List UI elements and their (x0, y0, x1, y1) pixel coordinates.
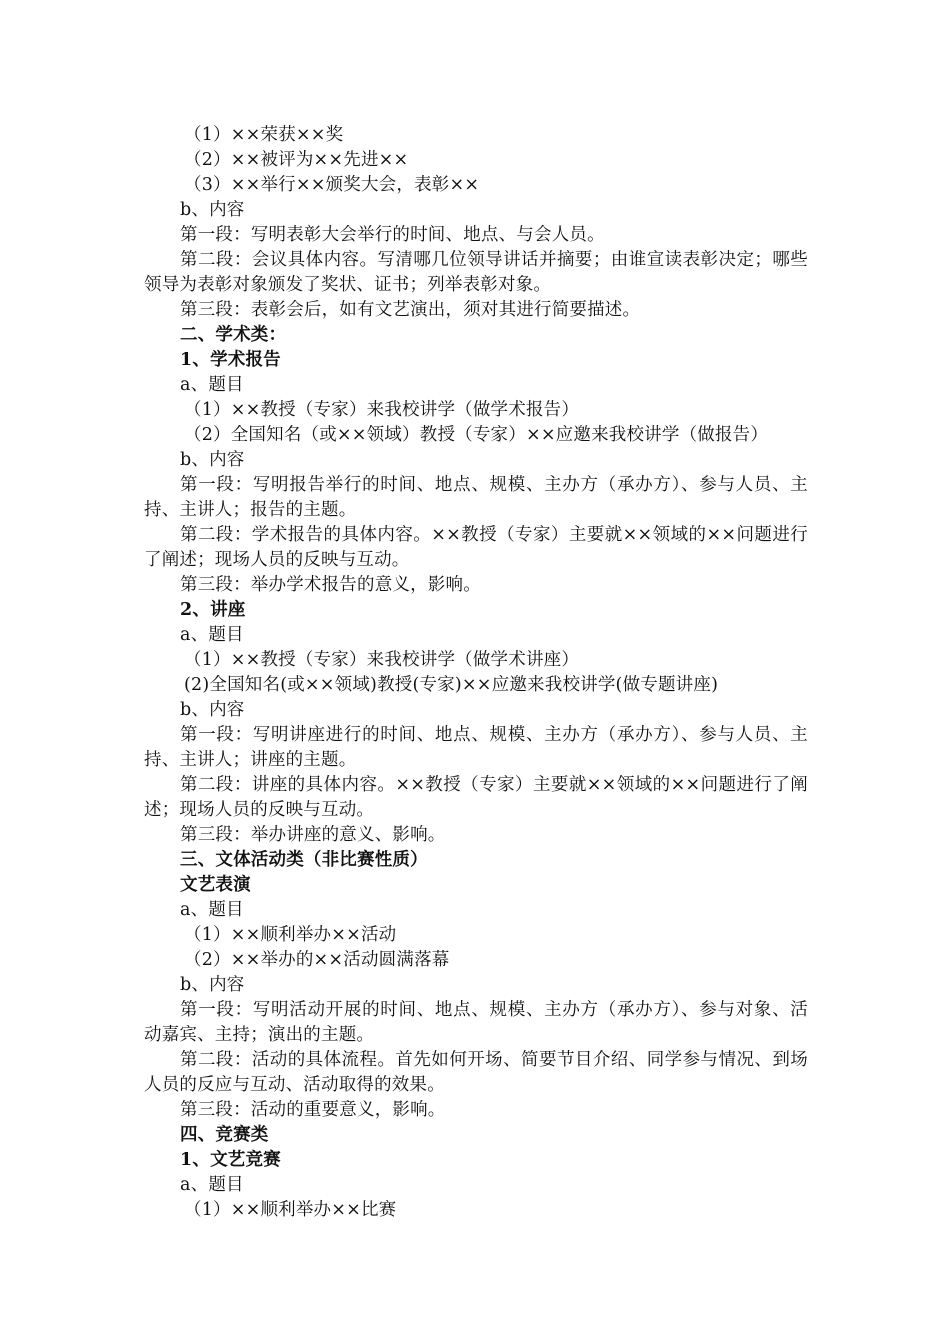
subsection-heading-arts-competition: 1、文艺竞赛 (180, 1150, 281, 1170)
award-paragraph-1: 第一段：写明表彰大会举行的时间、地点、与会人员。 (180, 225, 605, 245)
performance-title-label: a、题目 (180, 900, 244, 920)
award-content-label: b、内容 (180, 200, 245, 220)
performance-title-example-2: （2）××举办的××活动圆满落幕 (184, 950, 450, 970)
lecture-paragraph-1: 第一段：写明讲座进行的时间、地点、规模、主办方（承办方）、参与人员、主持、主讲人；讲座的主题。 (144, 725, 808, 770)
report-title-label: a、题目 (180, 375, 244, 395)
lecture-paragraph-2: 第二段：讲座的具体内容。××教授（专家）主要就××领域的××问题进行了阐述；现场人员的反映与互动。 (144, 775, 808, 820)
document-body (144, 123, 808, 1223)
report-paragraph-1: 第一段：写明报告举行的时间、地点、规模、主办方（承办方）、参与人员、主持、主讲人；报告的主题。 (144, 475, 808, 520)
award-paragraph-3: 第三段：表彰会后，如有文艺演出，须对其进行简要描述。 (180, 300, 641, 320)
lecture-title-example-2: (2)全国知名(或××领域)教授(专家)××应邀来我校讲学(做专题讲座) (184, 675, 719, 695)
section-heading-activities: 三、文体活动类（非比赛性质） (180, 850, 428, 870)
award-title-example-1: （1）××荣获××奖 (184, 125, 344, 145)
performance-content-label: b、内容 (180, 975, 245, 995)
performance-title-example-1: （1）××顺利举办××活动 (184, 925, 397, 945)
subsection-heading-lecture: 2、讲座 (180, 600, 246, 620)
award-title-example-3: （3）××举行××颁奖大会，表彰×× (184, 175, 480, 195)
report-title-example-2: （2）全国知名（或××领域）教授（专家）××应邀来我校讲学（做报告） (184, 425, 769, 445)
report-paragraph-3: 第三段：举办学术报告的意义，影响。 (180, 575, 481, 595)
performance-paragraph-2: 第二段：活动的具体流程。首先如何开场、简要节目介绍、同学参与情况、到场人员的反应与互动、活动取得的效果。 (144, 1050, 808, 1095)
report-paragraph-2: 第二段：学术报告的具体内容。××教授（专家）主要就××领域的××问题进行了阐述；现场人员的反映与互动。 (144, 525, 808, 570)
performance-paragraph-3: 第三段：活动的重要意义，影响。 (180, 1100, 446, 1120)
report-content-label: b、内容 (180, 450, 245, 470)
award-title-example-2: （2）××被评为××先进×× (184, 150, 409, 170)
report-title-example-1: （1）××教授（专家）来我校讲学（做学术报告） (184, 400, 580, 420)
lecture-title-example-1: （1）××教授（专家）来我校讲学（做学术讲座） (184, 650, 580, 670)
subsection-heading-report: 1、学术报告 (180, 350, 281, 370)
lecture-paragraph-3: 第三段：举办讲座的意义、影响。 (180, 825, 446, 845)
section-heading-competition: 四、竞赛类 (180, 1125, 269, 1145)
performance-paragraph-1: 第一段：写明活动开展的时间、地点、规模、主办方（承办方）、参与对象、活动嘉宾、主持；演出的主题。 (144, 1000, 808, 1045)
lecture-title-label: a、题目 (180, 625, 244, 645)
lecture-content-label: b、内容 (180, 700, 245, 720)
award-paragraph-2: 第二段：会议具体内容。写清哪几位领导讲话并摘要；由谁宣读表彰决定；哪些领导为表彰对象颁发了奖状、证书；列举表彰对象。 (144, 250, 808, 295)
subsection-heading-performance: 文艺表演 (180, 875, 251, 895)
competition-title-example-1: （1）××顺利举办××比赛 (184, 1200, 397, 1220)
section-heading-academic: 二、学术类： (180, 325, 287, 345)
competition-title-label: a、题目 (180, 1175, 244, 1195)
